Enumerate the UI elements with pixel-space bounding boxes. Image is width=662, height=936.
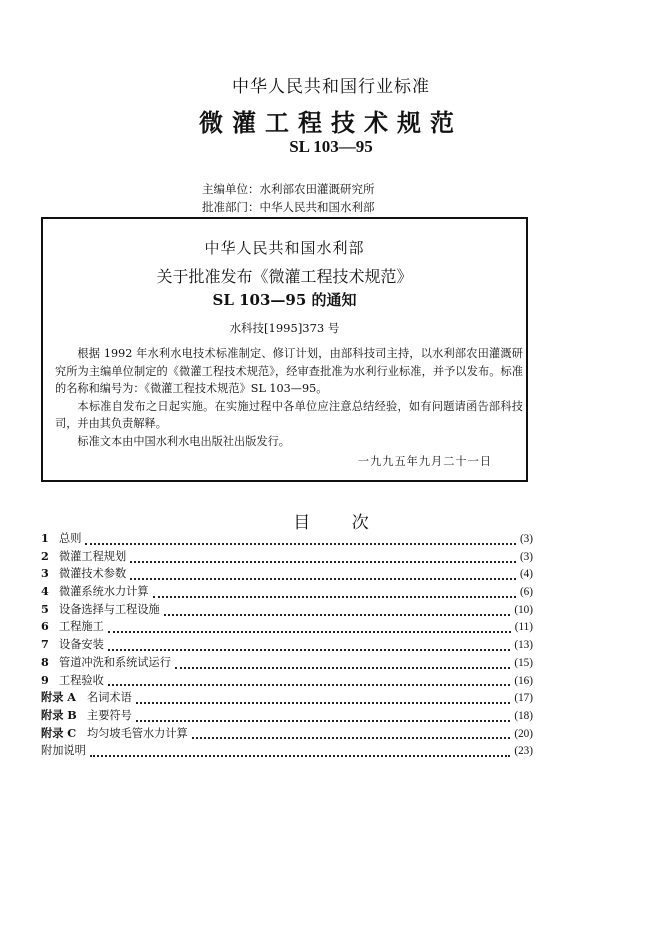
toc-item-number: 5	[41, 601, 49, 616]
toc-item[interactable]	[41, 689, 533, 707]
notice-document-number: 水科技[1995]373 号	[229, 321, 340, 335]
notice-body	[55, 345, 523, 450]
toc-leader-dots	[136, 708, 511, 722]
toc-item-number: 2	[41, 548, 49, 563]
notice-paragraph: 根据 1992 年水利水电技术标准制定、修订计划，由部科技司主持，以水利部农田灌溉研究所为主编单位制定的《微灌工程技术规范》，经审查批准为水利行业标准，并予以发布。标准的名称和编号为：《微灌工程技术规范》SL 103—95。	[55, 347, 523, 395]
toc-item-number: 附录 A	[41, 690, 76, 705]
toc-item[interactable]	[41, 672, 533, 690]
toc-item-number: 附录 C	[41, 725, 77, 740]
toc-item[interactable]	[41, 530, 533, 548]
toc-item[interactable]	[41, 565, 533, 583]
toc-leader-dots	[153, 584, 516, 598]
toc-item[interactable]	[41, 601, 533, 619]
toc-leader-dots	[164, 602, 511, 616]
toc-leader-dots	[175, 655, 510, 669]
toc-item-number: 7	[41, 637, 49, 652]
approval-notice-box	[41, 217, 528, 482]
toc-leader-dots	[108, 672, 511, 686]
toc-item-title: 工程施工	[59, 620, 104, 634]
toc-item-title: 微灌工程规划	[59, 549, 127, 563]
toc-item-page: (3)	[519, 533, 533, 545]
editor-unit: 主编单位：水利部农田灌溉研究所	[202, 182, 375, 196]
toc-item-page: (16)	[514, 674, 533, 687]
document-title: 微灌工程技术规范	[199, 108, 463, 137]
toc-item-page: (17)	[514, 692, 533, 705]
toc-item[interactable]	[41, 654, 533, 672]
notice-title-line2: SL 103—95 的通知	[212, 291, 357, 309]
toc-leader-dots	[90, 743, 511, 757]
toc-item-number: 3	[41, 566, 49, 581]
toc-item[interactable]	[41, 548, 533, 566]
notice-paragraph: 标准文本由中国水利水电出版社出版发行。	[77, 434, 290, 448]
toc-leader-dots	[130, 566, 516, 580]
toc-item-number: 9	[41, 672, 49, 687]
toc-item-page: (6)	[519, 586, 533, 599]
toc-item[interactable]	[41, 618, 533, 636]
toc-item-page: (4)	[519, 568, 533, 581]
toc-item-title: 设备选择与工程设施	[59, 602, 160, 616]
toc-item-page: (10)	[514, 603, 533, 616]
toc-item-page: (20)	[514, 727, 533, 740]
toc-item-number: 1	[41, 531, 49, 545]
toc-item-title: 总则	[59, 532, 82, 545]
toc-item-page: (15)	[514, 656, 533, 669]
notice-date: 一九九五年九月二十一日	[357, 455, 492, 468]
standard-category-line: 中华人民共和国行业标准	[232, 77, 430, 97]
toc-item-title: 微灌系统水力计算	[59, 585, 149, 599]
toc-item-page: (23)	[514, 745, 533, 758]
table-of-contents	[41, 530, 533, 760]
toc-item-number: 8	[41, 654, 49, 669]
toc-leader-dots	[192, 725, 511, 739]
toc-item[interactable]	[41, 707, 533, 725]
toc-item-title: 设备安装	[59, 638, 104, 652]
toc-leader-dots	[108, 637, 511, 651]
toc-item[interactable]	[41, 742, 533, 760]
toc-item[interactable]	[41, 636, 533, 654]
toc-item-title: 主要符号	[87, 708, 132, 722]
approver-department: 批准部门：中华人民共和国水利部	[202, 200, 375, 214]
toc-item-page: (11)	[514, 621, 533, 634]
toc-item-title: 名词术语	[87, 691, 132, 705]
standard-code: SL 103—95	[289, 137, 373, 156]
toc-item-title: 工程验收	[59, 673, 104, 687]
toc-leader-dots	[130, 549, 516, 563]
toc-item-page: (3)	[519, 550, 533, 563]
notice-title-line1: 关于批准发布《微灌工程技术规范》	[156, 267, 413, 286]
toc-item[interactable]	[41, 583, 533, 601]
toc-item-number: 4	[41, 584, 49, 599]
notice-paragraph: 本标准自发布之日起实施。在实施过程中各单位应注意总结经验，如有问题请函告部科技司，并由其负责解释。	[55, 399, 523, 430]
toc-leader-dots	[108, 619, 511, 633]
toc-item-page: (18)	[514, 709, 533, 722]
toc-item[interactable]	[41, 725, 533, 743]
toc-leader-dots	[85, 531, 516, 545]
notice-ministry: 中华人民共和国水利部	[204, 239, 365, 257]
toc-leader-dots	[136, 690, 511, 704]
toc-item-title: 管道冲洗和系统试运行	[59, 655, 171, 669]
toc-heading: 目 次	[293, 513, 387, 533]
toc-item-page: (13)	[514, 639, 533, 652]
toc-item-title: 附加说明	[41, 744, 86, 758]
toc-item-number: 附录 B	[41, 707, 77, 722]
toc-item-title: 均匀坡毛管水力计算	[87, 726, 188, 740]
toc-item-title: 微灌技术参数	[59, 567, 127, 581]
toc-item-number: 6	[41, 619, 49, 634]
